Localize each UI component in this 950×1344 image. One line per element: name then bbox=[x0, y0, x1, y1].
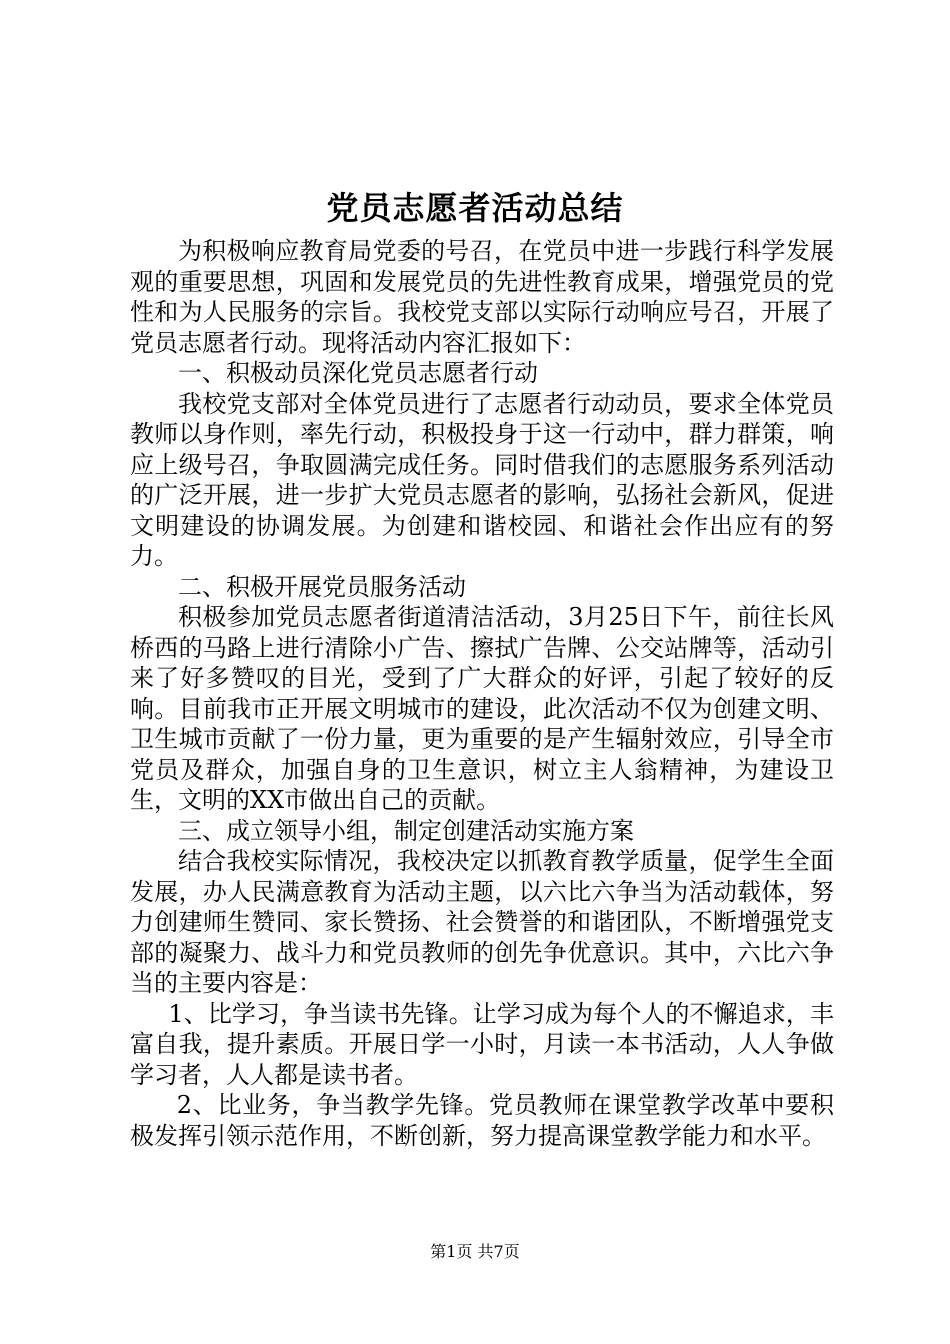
document-title: 党员志愿者活动总结 bbox=[326, 189, 624, 227]
section-heading-2: 二、积极开展党员服务活动 bbox=[178, 572, 466, 601]
section-heading-3: 三、成立领导小组，制定创建活动实施方案 bbox=[178, 816, 634, 845]
section-1-paragraph: 我校党支部对全体党员进行了志愿者行动动员，要求全体党员教师以身作则，率先行动，积极投身于这一行动中，群力群策，响应上级号召，争取圆满完成任务。同时借我们的志愿服务系列活动的广泛开展，进一步扩大党员志愿者的影响，弘扬社会新风，促进文明建设的协调发展。为创建和谐校园、和谐社会作出应有的努力。 bbox=[130, 389, 834, 570]
intro-paragraph: 为积极响应教育局党委的号召，在党员中进一步践行科学发展观的重要思想，巩固和发展党员的先进性教育成果，增强党员的党性和为人民服务的宗旨。我校党支部以实际行动响应号召，开展了党员志愿者行动。现将活动内容汇报如下： bbox=[130, 237, 834, 357]
section-heading-1: 一、积极动员深化党员志愿者行动 bbox=[178, 359, 538, 387]
list-item-2: 2、比业务，争当教学先锋。党员教师在课堂教学改革中要积极发挥引领示范作用，不断创新，努力提高课堂教学能力和水平。 bbox=[130, 1091, 834, 1150]
document-body bbox=[130, 236, 834, 1151]
section-2-paragraph: 积极参加党员志愿者街道清洁活动，3月25日下午，前往长风桥西的马路上进行清除小广告、擦拭广告牌、公交站牌等，活动引来了好多赞叹的目光，受到了广大群众的好评，引起了较好的反响。目前我市正开展文明城市的建设，此次活动不仅为创建文明、卫生城市贡献了一份力量，更为重要的是产生辐射效应，引导全市党员及群众，加强自身的卫生意识，树立主人翁精神，为建设卫生，文明的XX市做出自己的贡献。 bbox=[130, 603, 834, 814]
list-item-1: 1、比学习，争当读书先锋。让学习成为每个人的不懈追求，丰富自我，提升素质。开展日学一小时，月读一本书活动，人人争做学习者，人人都是读书者。 bbox=[130, 999, 834, 1089]
page-number-footer: 第1页 共7页 bbox=[430, 1242, 520, 1261]
section-3-paragraph: 结合我校实际情况，我校决定以抓教育教学质量，促学生全面发展，办人民满意教育为活动主题，以六比六争当为活动载体，努力创建师生赞同、家长赞扬、社会赞誉的和谐团队，不断增强党支部的凝聚力、战斗力和党员教师的创先争优意识。其中，六比六争当的主要内容是： bbox=[130, 847, 834, 997]
